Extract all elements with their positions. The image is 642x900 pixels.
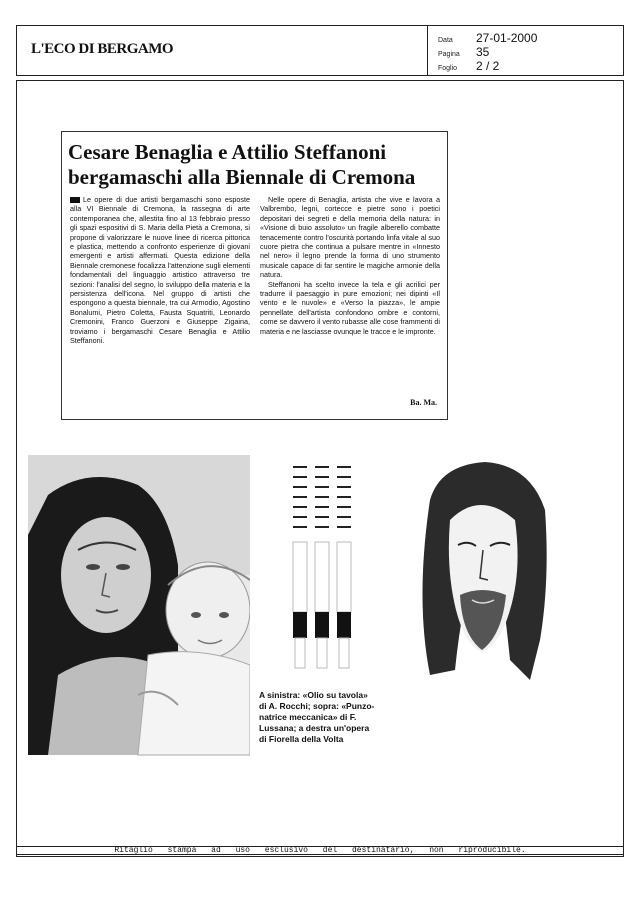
- lead-marker: [70, 197, 80, 203]
- article-headline: [68, 140, 443, 190]
- face-drawing-image: [410, 460, 550, 685]
- caption-line-5: di Fiorella della Volta: [259, 734, 344, 744]
- newspaper-name: L'ECO DI BERGAMO: [31, 41, 174, 57]
- page-label: Pagina: [438, 51, 460, 58]
- page-value: 35: [476, 45, 490, 59]
- caption-line-3: natrice meccanica» di F.: [259, 712, 357, 722]
- column-2-paragraph-2: Steffanoni ha scelto invece la tela e gli acrilici per tradurre il paesaggio in pure emozioni; nei dipinti «Il vento e le nuvole» e «Verso la piazza», le ampie pennellate dell'artista confondono ombre e contorni, come se davvero il vento rubasse alle cose frammenti di materia e ne lasciasse ovunque le tracce e le impronte.: [260, 279, 440, 336]
- footer-notice: Ritaglio stampa ad uso esclusivo del destinatario, non riproducibile.: [114, 846, 526, 855]
- article-box: [61, 131, 448, 420]
- date-label: Data: [438, 37, 453, 44]
- caption-line-4: Lussana; a destra un'opera: [259, 723, 370, 733]
- caption-line-2: di A. Rocchi; sopra: «Punzo-: [259, 701, 375, 711]
- column-1-text: Le opere di due artisti bergamaschi sono esposte alla VI Biennale di Cremona, la rassegna di arte contemporanea che, allestita fino al 13 febbraio presso gli spazi espositivi di S. Maria della Pietà a Cremona, si propone di valorizzare le nuove linee di ricerca pittorica e plastica, mettendo a confronto esperienze di giovani emergenti e artisti affermati. Questa edizione della Biennale cremonese focalizza l'attenzione sugli elementi fondamentali del linguaggio artistico attraverso tre sezioni: l'analisi del segno, lo sviluppo della materia e la persistenza dell'icona. Nel gruppo di artisti che espongono a questa biennale, tra cui Armodio, Agostino Bonalumi, Pietro Coletta, Fausta Squatriti, Leonardo Cremonini, Franco Guerzoni e Giuseppe Zigaina, troviamo i bergamaschi Cesare Benaglia e Attilio Steffanoni.: [70, 195, 250, 346]
- clipping-header: [16, 25, 624, 76]
- article-signature: Ba. Ma.: [410, 398, 437, 407]
- caption-line-1: A sinistra: «Olio su tavola»: [259, 690, 368, 700]
- madonna-painting-image: [28, 455, 250, 767]
- column-2-paragraph-1: Nelle opere di Benaglia, artista che vive e lavora a Valbrembo, legni, cortecce e pietre sono i poetici depositari dei segreti e della memoria della natura: in «Visione di buio assoluto» un fragile alberello combatte tenacemente contro l'oscurità portando linfa vitale al suo cuore pietra che continua a pulsare mentre in «Innesto nel nero» il legno prende la forma di uno strumento musicale capace di far sentire le magiche armonie della natura.: [260, 195, 440, 280]
- sheet-row: [438, 57, 499, 75]
- sheet-value: 2 / 2: [476, 59, 500, 73]
- date-value: 27-01-2000: [476, 31, 538, 45]
- clipping-footer: [16, 846, 624, 857]
- headline-line-1: Cesare Benaglia e Attilio Steffanoni: [68, 140, 387, 164]
- punch-machine-image: [285, 462, 365, 682]
- image-caption: [259, 690, 409, 745]
- article-column-right: [260, 195, 440, 336]
- clipping-meta: [427, 25, 626, 76]
- sheet-label: Foglio: [438, 65, 458, 72]
- headline-line-2: bergamaschi alla Biennale di Cremona: [68, 165, 416, 189]
- article-column-left: [70, 195, 250, 346]
